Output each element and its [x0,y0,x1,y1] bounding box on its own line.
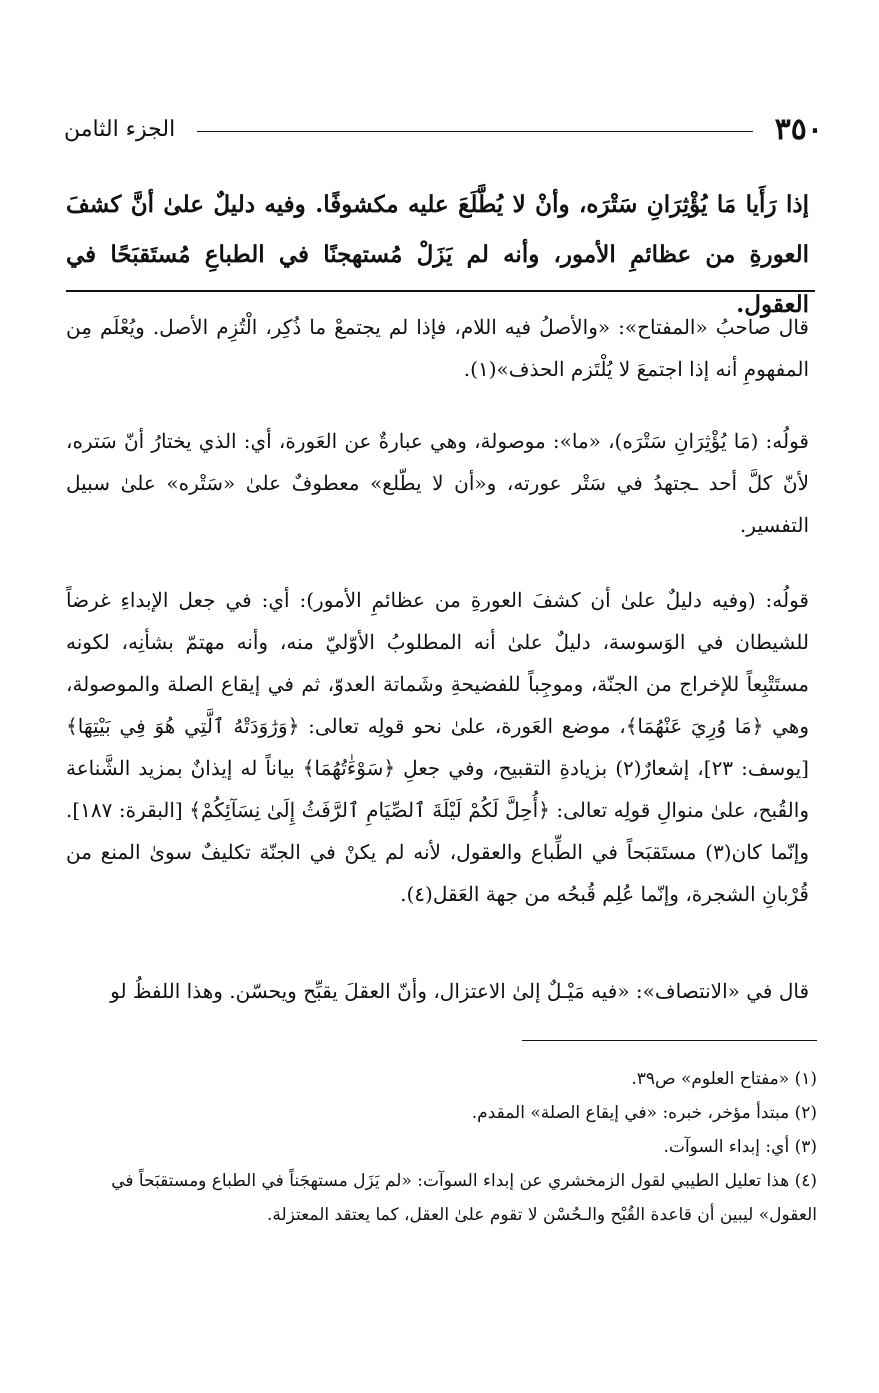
commentary-paragraph-4: قال في «الانتصاف»: «فيه مَيْـلٌ إلىٰ الاعتزال، وأنّ العقلَ يقبِّح ويحسّن. وهذا اللفظُ لو [110,979,809,1003]
commentary-paragraph-3: قولُه: (وفيه دليلٌ علىٰ أن كشفَ العورةِ من عظائمِ الأمور): أي: في جعل الإبداءِ غرضاً للشيطان في الوَسوسة، دليلٌ علىٰ أنه المطلوبُ الأوّليّ منه، وأنه مهتمّ بشأنِه، لكونه مستَتْبِعاً للإخراج من الجنّة، وموجِباً للفضيحةِ وشَماتة العدوّ، ثم في إيقاع الصلة والموصولة، وهي ﴿مَا وُرِيَ عَنْهُمَا﴾، موضع العَورة، علىٰ نحو قولِه تعالى: ﴿وَرَٰوَدَتْهُ ٱلَّتِي هُوَ فِي بَيْتِهَا﴾ [يوسف: ٢٣]، إشعارٌ(٢) بزيادةِ التقبيح، وفي جعلِ ﴿سَوْءَٰتُهُمَا﴾ بياناً له إيذانٌ بمزيد الشَّناعة والقُبح، علىٰ منوالِ قولِه تعالى: ﴿أُحِلَّ لَكُمْ لَيْلَةَ ٱلصِّيَامِ ٱلرَّفَثُ إِلَىٰ نِسَآئِكُمْ﴾ [البقرة: ١٨٧]. وإنّما كان(٣) مستَقبَحاً في الطِّباع والعقول، لأنه لم يكنْ في الجنّة تكليفٌ سوىٰ المنع من قُرْبانِ الشجرة، وإنّما عُلِم قُبحُه من جهة العَقل(٤). [66,588,810,906]
footnote-4: (٤) هذا تعليل الطيبي لقول الزمخشري عن إبداء السوآت: «لم يَزَل مستهجَناً في الطباع ومستقبَحاً في العقول» ليبين أن قاعدة القُبْح والـحُسْن لا تقوم علىٰ العقل، كما يعتقد المعتزلة. [111,1171,817,1225]
footnotes-divider [522,1040,817,1041]
commentary-paragraph-1: قال صاحبُ «المفتاح»: «والأصلُ فيه اللام، فإذا لم يجتمعْ ما ذُكِر، الْتُزِم الأصل. ويُعْلَم مِن المفهومِ أنه إذا اجتمعَ لا يُلْتَزم الحذف»(١). [66,315,809,381]
page-header [64,104,823,154]
footnote-1: (١) «مفتاح العلوم» ص٣٩. [631,1069,817,1089]
footnotes-list [66,1062,817,1232]
header-rule [197,131,752,132]
footnote-3: (٣) أي: إبداء السوآت. [663,1137,817,1157]
matn-divider [66,290,815,292]
volume-title: الجزء الثامن [64,116,176,142]
commentary-paragraph-2: قولُه: (مَا يُؤْثِرَانِ سَتْرَه)، «ما»: موصولة، وهي عبارةٌ عن العَورة، أي: الذي يختارُ أنّ سَتره، لأنّ كلَّ أحد ـجتهدُ في سَتْر عورته، و«أن لا يطّلع» معطوفٌ علىٰ «سَتْره» علىٰ سبيل التفسير. [66,429,809,537]
page-number: ٣٥٠ [774,111,823,147]
matn-text: إذا رَأَيا مَا يُؤْثِرَانِ سَتْرَه، وأنْ لا يُطَّلَعَ عليه مكشوفًا. وفيه دليلٌ علىٰ أنَّ كشفَ العورةِ من عظائمِ الأمور، وأنه لم يَزَلْ مُستهجنًا في الطباعِ مُستَقبَحًا في العقول. [66,191,809,318]
footnote-2: (٢) مبتدأ مؤخر، خبره: «في إيقاع الصلة» المقدم. [471,1103,817,1123]
